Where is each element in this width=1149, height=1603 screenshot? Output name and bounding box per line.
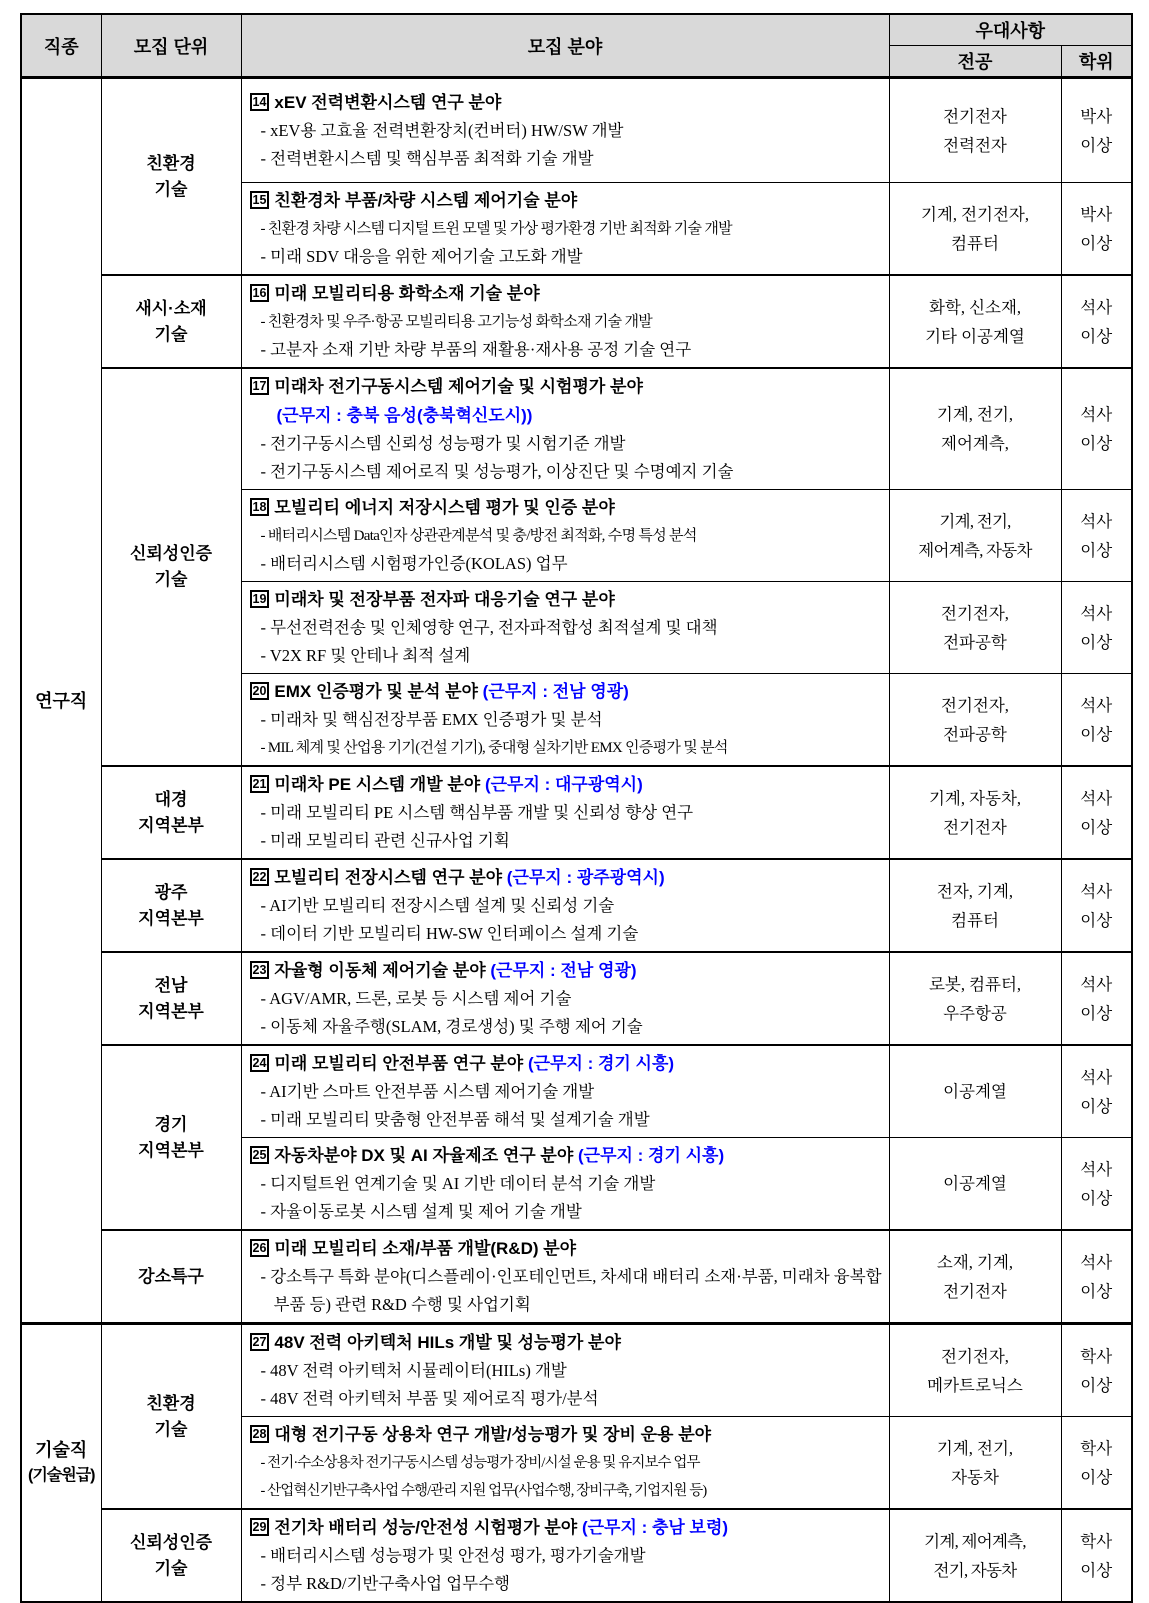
major-line: 전기전자, [941, 695, 1009, 715]
field-cell [241, 859, 889, 952]
field-number-box: 19 [250, 590, 270, 608]
unit-label: 친환경 [146, 153, 196, 173]
field-number-box: 25 [250, 1146, 270, 1164]
degree-line: 이상 [1080, 1003, 1113, 1023]
field-bullet [250, 1106, 883, 1134]
field-title-text: 미래 모빌리티 안전부품 연구 분야 [274, 1054, 524, 1073]
unit-label: 친환경 [146, 1393, 196, 1413]
field-bullet [250, 1357, 883, 1385]
degree-line: 석사 [1080, 881, 1113, 901]
field-cell [241, 674, 889, 767]
field-cell [241, 582, 889, 674]
field-number-box: 21 [250, 775, 270, 793]
bullet-text: 전기구동시스템 신뢰성 성능평가 및 시험기준 개발 [270, 434, 626, 453]
major-line: 기계, 자동차, [928, 788, 1022, 808]
header-degree: 학위 [1061, 46, 1132, 78]
unit-label: 경기 [154, 1114, 188, 1134]
degree-line: 이상 [1080, 434, 1113, 453]
degree-line: 이상 [1080, 724, 1113, 744]
unit-label: 강소특구 [138, 1266, 204, 1286]
bullet-text: xEV용 고효율 전력변환장치(컨버터) HW/SW 개발 [270, 121, 624, 140]
field-number-box: 27 [250, 1333, 270, 1351]
field-location: (근무지 : 광주광역시) [506, 868, 665, 887]
degree-line: 이상 [1080, 1096, 1113, 1116]
degree-line: 학사 [1080, 1531, 1113, 1551]
bullet-text: 전기구동시스템 제어로직 및 성능평가, 이상진단 및 수명예지 기술 [270, 462, 734, 481]
bullet-text: 이동체 자율주행(SLAM, 경로생성) 및 주행 제어 기술 [270, 1017, 643, 1036]
degree-cell [1061, 582, 1132, 674]
major-line: 기타 이공계열 [925, 326, 1025, 346]
field-title [250, 279, 883, 308]
field-number-box: 22 [250, 868, 270, 886]
major-line: 소재, 기계, [936, 1252, 1014, 1272]
unit-label: 지역본부 [138, 908, 204, 928]
field-number-box: 26 [250, 1239, 270, 1257]
degree-line: 석사 [1080, 1159, 1113, 1179]
degree-line: 이상 [1080, 233, 1113, 253]
job-type-label: 연구직 [35, 690, 88, 711]
table-header-row-1 [21, 14, 1132, 46]
field-title [250, 677, 883, 706]
field-title-text: 미래차 전기구동시스템 제어기술 및 시험평가 분야 [274, 377, 643, 396]
degree-line: 석사 [1080, 788, 1113, 808]
field-title-text: 자율형 이동체 제어기술 분야 [274, 961, 486, 980]
field-title-text: xEV 전력변환시스템 연구 분야 [274, 93, 502, 112]
bullet-text: 디지털트윈 연계기술 및 AI 기반 데이터 분석 기술 개발 [270, 1174, 656, 1193]
degree-cell [1061, 1324, 1132, 1417]
field-bullet [250, 1263, 883, 1319]
field-title-text: 미래차 및 전장부품 전자파 대응기술 연구 분야 [274, 590, 615, 609]
field-number-box: 15 [250, 191, 270, 209]
field-number-box: 28 [250, 1425, 270, 1443]
degree-cell [1061, 183, 1132, 276]
major-cell [889, 490, 1061, 582]
field-number-box: 29 [250, 1518, 270, 1536]
field-title [250, 863, 883, 892]
major-cell [889, 766, 1061, 859]
major-cell [889, 674, 1061, 767]
degree-line: 이상 [1080, 326, 1113, 346]
header-job-type: 직종 [21, 14, 101, 78]
table-row [21, 766, 1132, 859]
degree-line: 이상 [1080, 1467, 1113, 1487]
bullet-text: 친환경차 및 우주·항공 모빌리티용 고기능성 화학소재 기술 개발 [267, 314, 653, 330]
field-cell [241, 1417, 889, 1510]
unit-label: 전남 [154, 975, 188, 995]
job-type-cell-technical [21, 1324, 101, 1603]
bullet-text: 미래 모빌리티 맞춤형 안전부품 해석 및 설계기술 개발 [270, 1110, 650, 1129]
major-cell [889, 1417, 1061, 1510]
job-type-cell-research [21, 78, 101, 1324]
field-title [250, 1141, 883, 1170]
table-row [21, 78, 1132, 183]
bullet-text: 배터리시스템 시험평가인증(KOLAS) 업무 [270, 554, 568, 573]
degree-line: 이상 [1080, 1375, 1113, 1395]
bullet-text: V2X RF 및 안테나 최적 설계 [269, 646, 471, 665]
field-bullet [250, 920, 883, 948]
major-cell [889, 78, 1061, 183]
unit-label: 광주 [154, 882, 188, 902]
major-cell [889, 368, 1061, 490]
degree-line: 이상 [1080, 632, 1113, 652]
field-title [250, 493, 883, 522]
bullet-text: 자율이동로봇 시스템 설계 및 제어 기술 개발 [270, 1202, 582, 1221]
unit-label: 새시·소재 [135, 298, 207, 318]
major-line: 자동차 [951, 1467, 999, 1487]
major-line: 전기전자, [941, 1346, 1009, 1366]
field-number-box: 18 [250, 498, 270, 516]
unit-cell [101, 952, 241, 1045]
unit-label: 기술 [154, 570, 188, 589]
degree-cell [1061, 952, 1132, 1045]
field-cell [241, 1045, 889, 1138]
field-bullet [250, 1013, 883, 1041]
unit-cell [101, 859, 241, 952]
field-bullet [250, 336, 883, 364]
field-location: (근무지 : 전남 영광) [482, 682, 629, 701]
bullet-text: 배터리시스템 성능평가 및 안전성 평가, 평가기술개발 [270, 1546, 646, 1565]
field-title [250, 1513, 883, 1542]
header-field: 모집 분야 [241, 14, 889, 78]
major-cell [889, 275, 1061, 368]
field-bullet [250, 522, 883, 550]
unit-cell [101, 766, 241, 859]
field-title [250, 1420, 883, 1449]
field-cell [241, 1324, 889, 1417]
field-number-box: 16 [250, 284, 270, 302]
bullet-text: AI기반 모빌리티 전장시스템 설계 및 신뢰성 기술 [269, 896, 615, 915]
bullet-text: 전력변환시스템 및 핵심부품 최적화 기술 개발 [270, 149, 594, 168]
field-bullet [250, 642, 883, 670]
field-cell [241, 1138, 889, 1231]
major-line: 제어계측, 자동차 [918, 540, 1032, 560]
field-title-text: 미래차 PE 시스템 개발 분야 [274, 775, 481, 794]
degree-line: 이상 [1080, 817, 1113, 837]
degree-line: 석사 [1080, 511, 1113, 531]
bullet-text: 48V 전력 아키텍처 부품 및 제어로직 평가/분석 [270, 1389, 599, 1408]
bullet-text: AGV/AMR, 드론, 로봇 등 시스템 제어 기술 [269, 989, 572, 1008]
field-bullet [250, 985, 883, 1013]
degree-line: 학사 [1080, 1438, 1113, 1458]
field-cell [241, 766, 889, 859]
field-location: (근무지 : 대구광역시) [484, 775, 643, 794]
degree-cell [1061, 368, 1132, 490]
field-bullet [250, 117, 883, 145]
bullet-text: 고분자 소재 기반 차량 부품의 재활용·재사용 공정 기술 연구 [270, 340, 692, 359]
major-line: 전파공학 [943, 632, 1007, 652]
header-major: 전공 [889, 46, 1061, 78]
degree-line: 이상 [1080, 135, 1113, 155]
table-row [21, 1509, 1132, 1602]
degree-cell [1061, 1417, 1132, 1510]
degree-cell [1061, 674, 1132, 767]
field-title-text: 미래 모빌리티용 화학소재 기술 분야 [274, 284, 540, 303]
bullet-text: 전기·수소상용차 전기구동시스템 성능평가 장비/시설 운용 및 유지보수 업무 [267, 1455, 700, 1471]
bullet-text: 산업혁신기반구축사업 수행/관리 지원 업무(사업수행, 장비구축, 기업지원 등) [267, 1483, 707, 1499]
degree-line: 박사 [1080, 106, 1113, 126]
degree-line: 석사 [1080, 1067, 1113, 1087]
bullet-text: 미래 SDV 대응을 위한 제어기술 고도화 개발 [270, 247, 583, 266]
unit-cell [101, 78, 241, 276]
field-bullet [250, 799, 883, 827]
bullet-text: 무선전력전송 및 인체영향 연구, 전자파적합성 최적설계 및 대책 [270, 618, 718, 637]
degree-cell [1061, 766, 1132, 859]
unit-label: 지역본부 [138, 1001, 204, 1021]
unit-cell [101, 1324, 241, 1510]
major-line: 기계, 전기, [936, 1438, 1014, 1458]
degree-line: 학사 [1080, 1346, 1113, 1366]
field-title [250, 585, 883, 614]
degree-cell [1061, 1230, 1132, 1324]
field-location: (근무지 : 충남 보령) [581, 1518, 729, 1537]
degree-line: 석사 [1080, 405, 1113, 424]
bullet-text: 강소특구 특화 분야(디스플레이·인포테인먼트, 차세대 배터리 소재·부품, 미래차 융복합 부품 등) 관련 R&D 수행 및 사업기획 [270, 1267, 882, 1314]
degree-cell [1061, 1045, 1132, 1138]
major-line: 전기전자 [943, 1281, 1007, 1301]
field-title-text: 모빌리티 에너지 저장시스템 평가 및 인증 분야 [274, 498, 615, 517]
major-cell [889, 1045, 1061, 1138]
table-row [21, 952, 1132, 1045]
field-title [250, 1234, 883, 1263]
major-cell [889, 183, 1061, 276]
field-bullet [250, 1477, 883, 1505]
field-location-line: (근무지 : 충북 음성(충북혁신도시)) [276, 406, 533, 425]
table-row [21, 275, 1132, 368]
major-line: 이공계열 [943, 1082, 1007, 1101]
unit-label: 지역본부 [138, 1140, 204, 1160]
unit-cell [101, 368, 241, 766]
field-title-text: EMX 인증평가 및 분석 분야 [274, 682, 478, 701]
job-type-sublabel: (기술원급) [28, 1467, 95, 1484]
table-row [21, 1045, 1132, 1138]
major-line: 전기전자, [941, 603, 1009, 623]
field-bullet [250, 308, 883, 336]
major-line: 컴퓨터 [951, 233, 999, 253]
major-line: 메카트로닉스 [927, 1375, 1023, 1395]
field-number-box: 14 [250, 93, 270, 111]
unit-label: 기술 [154, 1419, 188, 1439]
field-number-box: 20 [250, 682, 270, 700]
degree-line: 박사 [1080, 204, 1113, 224]
field-bullet [250, 243, 883, 271]
unit-cell [101, 275, 241, 368]
degree-line: 석사 [1080, 297, 1113, 317]
field-location: (근무지 : 경기 시흥) [578, 1146, 725, 1165]
field-title [250, 1328, 883, 1357]
field-cell [241, 183, 889, 276]
field-bullet [250, 827, 883, 855]
unit-label: 신뢰성인증 [129, 1532, 213, 1552]
field-title [250, 1049, 883, 1078]
degree-line: 이상 [1080, 910, 1113, 930]
field-bullet [250, 550, 883, 578]
bullet-text: 미래차 및 핵심전장부품 EMX 인증평가 및 분석 [270, 710, 603, 729]
field-cell [241, 1509, 889, 1602]
table-row [21, 1230, 1132, 1324]
degree-line: 석사 [1080, 603, 1113, 623]
field-title [250, 372, 883, 401]
field-bullet [250, 706, 883, 734]
table-row [21, 859, 1132, 952]
table-row [21, 368, 1132, 490]
unit-label: 기술 [154, 179, 188, 199]
table-row [21, 1324, 1132, 1417]
field-bullet [250, 1449, 883, 1477]
major-cell [889, 1230, 1061, 1324]
field-title [250, 88, 883, 117]
field-cell [241, 952, 889, 1045]
field-bullet [250, 1198, 883, 1226]
field-bullet [250, 1542, 883, 1570]
bullet-text: 정부 R&D/기반구축사업 업무수행 [270, 1574, 510, 1593]
degree-cell [1061, 78, 1132, 183]
major-line: 화학, 신소재, [928, 297, 1022, 317]
unit-label: 지역본부 [138, 815, 204, 835]
major-cell [889, 1138, 1061, 1231]
degree-line: 이상 [1080, 540, 1113, 560]
degree-cell [1061, 1509, 1132, 1602]
degree-line: 이상 [1080, 1560, 1113, 1580]
job-type-label: 기술직 [35, 1440, 88, 1460]
field-title-text: 미래 모빌리티 소재/부품 개발(R&D) 분야 [274, 1239, 577, 1258]
field-number-box: 17 [250, 377, 270, 395]
major-line: 전기, 자동차 [933, 1560, 1017, 1580]
degree-line: 석사 [1080, 695, 1113, 715]
major-cell [889, 1509, 1061, 1602]
field-cell [241, 368, 889, 490]
field-bullet [250, 1078, 883, 1106]
unit-cell [101, 1509, 241, 1602]
degree-line: 이상 [1080, 1188, 1113, 1208]
bullet-text: 미래 모빌리티 관련 신규사업 기획 [270, 831, 510, 850]
major-line: 우주항공 [943, 1003, 1007, 1023]
field-cell [241, 275, 889, 368]
major-line: 로봇, 컴퓨터, [928, 974, 1022, 994]
degree-line: 석사 [1080, 974, 1113, 994]
field-title [250, 186, 883, 215]
major-line: 기계, 전기전자, [920, 204, 1029, 224]
header-unit: 모집 단위 [101, 14, 241, 78]
degree-cell [1061, 490, 1132, 582]
bullet-text: AI기반 스마트 안전부품 시스템 제어기술 개발 [269, 1082, 595, 1101]
field-bullet [250, 1570, 883, 1598]
field-title-text: 전기차 배터리 성능/안전성 시험평가 분야 [274, 1518, 578, 1537]
major-cell [889, 952, 1061, 1045]
field-location: (근무지 : 전남 영광) [490, 961, 637, 980]
degree-line: 석사 [1080, 1252, 1113, 1272]
field-title [250, 770, 883, 799]
field-bullet [250, 614, 883, 642]
degree-cell [1061, 1138, 1132, 1231]
degree-cell [1061, 275, 1132, 368]
field-number-box: 23 [250, 961, 270, 979]
major-line: 전기전자 [943, 817, 1007, 837]
field-title-text: 모빌리티 전장시스템 연구 분야 [274, 868, 503, 887]
bullet-text: 미래 모빌리티 PE 시스템 핵심부품 개발 및 신뢰성 향상 연구 [270, 803, 694, 822]
major-line: 전자, 기계, [936, 881, 1014, 901]
field-bullet [250, 145, 883, 173]
field-cell [241, 1230, 889, 1324]
bullet-text: 친환경 차량 시스템 디지털 트윈 모델 및 가상 평가환경 기반 최적화 기술 개발 [267, 221, 732, 237]
bullet-text: MIL 체계 및 산업용 기기(건설 기기), 중대형 실차기반 EMX 인증평가 및 분석 [267, 740, 728, 756]
field-bullet [250, 1170, 883, 1198]
major-line: 기계, 제어계측, [924, 1531, 1026, 1551]
unit-cell [101, 1230, 241, 1324]
bullet-text: 배터리시스템 Data인자 상관관계분석 및 충/방전 최적화, 수명 특성 분석 [267, 528, 697, 544]
field-bullet [250, 892, 883, 920]
unit-label: 신뢰성인증 [129, 544, 213, 563]
major-cell [889, 1324, 1061, 1417]
field-bullet [250, 430, 883, 458]
unit-label: 대경 [154, 789, 188, 809]
field-bullet [250, 458, 883, 486]
bullet-text: 데이터 기반 모빌리티 HW-SW 인터페이스 설계 기술 [270, 924, 639, 943]
bullet-text: 48V 전력 아키텍처 시뮬레이터(HILs) 개발 [270, 1361, 567, 1380]
major-line: 기계, 전기, [939, 511, 1011, 531]
header-preferred: 우대사항 [889, 14, 1132, 46]
major-line: 이공계열 [943, 1174, 1007, 1193]
major-line: 전파공학 [943, 724, 1007, 744]
field-cell [241, 490, 889, 582]
major-line: 전기전자 [943, 106, 1007, 126]
major-cell [889, 859, 1061, 952]
major-line: 제어계측, [941, 434, 1009, 453]
major-line: 컴퓨터 [951, 910, 999, 930]
field-number-box: 24 [250, 1054, 270, 1072]
field-location: (근무지 : 경기 시흥) [527, 1054, 675, 1073]
recruitment-table [20, 13, 1133, 1603]
field-cell [241, 78, 889, 183]
field-title-text: 자동차분야 DX 및 AI 자율제조 연구 분야 [274, 1146, 574, 1165]
field-title-text: 대형 전기구동 상용차 연구 개발/성능평가 및 장비 운용 분야 [274, 1425, 712, 1444]
field-title-text: 친환경차 부품/차량 시스템 제어기술 분야 [274, 191, 578, 210]
unit-label: 기술 [154, 324, 188, 344]
unit-cell [101, 1045, 241, 1230]
major-line: 기계, 전기, [936, 405, 1014, 424]
degree-cell [1061, 859, 1132, 952]
major-cell [889, 582, 1061, 674]
field-title [250, 956, 883, 985]
unit-label: 기술 [154, 1558, 188, 1578]
degree-line: 이상 [1080, 1281, 1113, 1301]
field-bullet [250, 734, 883, 762]
field-title-text: 48V 전력 아키텍처 HILs 개발 및 성능평가 분야 [274, 1333, 621, 1352]
field-bullet [250, 215, 883, 243]
field-bullet [250, 1385, 883, 1413]
major-line: 전력전자 [943, 135, 1007, 155]
